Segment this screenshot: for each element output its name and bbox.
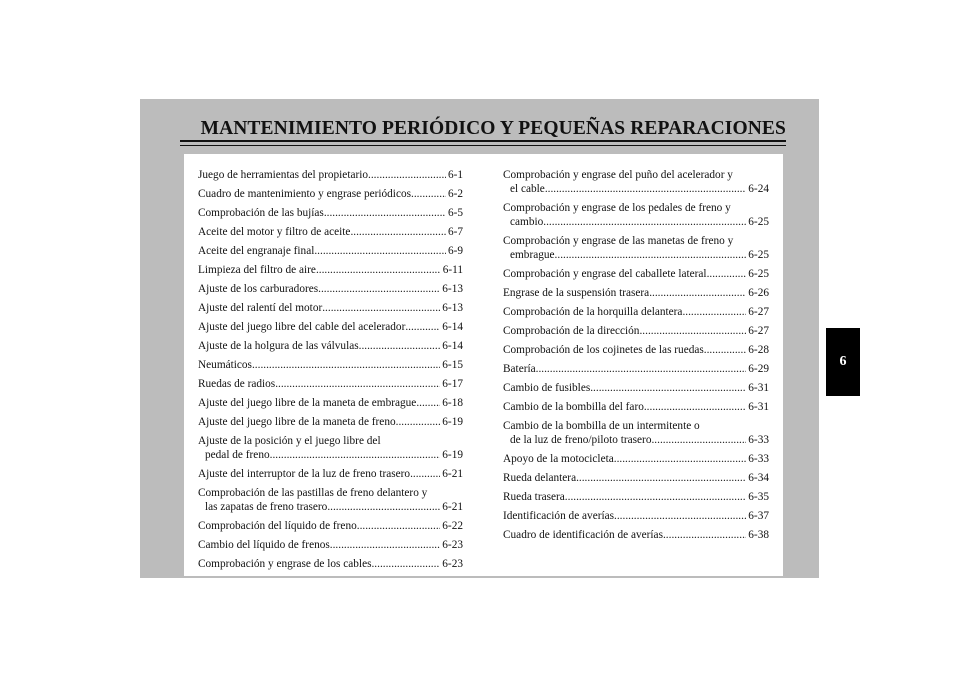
toc-entry-title: cambio [510, 216, 544, 228]
toc-page-number: 6-35 [748, 491, 769, 503]
toc-page-number: 6-38 [748, 529, 769, 541]
toc-entry-title: Comprobación y engrase del puño del acelerador y [503, 169, 733, 181]
dot-leader [545, 182, 746, 196]
toc-entry[interactable] [503, 419, 769, 447]
toc-entry-title: Engrase de la suspensión trasera [503, 287, 650, 299]
toc-page-number: 6-33 [748, 453, 769, 465]
toc-entry-title: Comprobación del líquido de freno [198, 520, 357, 532]
toc-entry[interactable] [198, 396, 463, 410]
toc-entry-title: Ajuste de la holgura de las válvulas [198, 340, 359, 352]
toc-entry-title: las zapatas de freno trasero [205, 501, 328, 513]
toc-entry[interactable] [503, 490, 769, 504]
title-rule-thin [180, 145, 786, 146]
dot-leader [252, 358, 440, 372]
toc-page-number: 6-14 [442, 321, 463, 333]
toc-page-number: 6-18 [442, 397, 463, 409]
dot-leader [350, 225, 445, 239]
toc-entry[interactable] [503, 343, 769, 357]
dot-leader [275, 377, 440, 391]
toc-entry[interactable] [503, 286, 769, 300]
toc-entry[interactable] [503, 381, 769, 395]
toc-entry-title: Cuadro de identificación de averías [503, 529, 663, 541]
toc-entry[interactable] [198, 434, 463, 462]
toc-entry[interactable] [198, 467, 463, 481]
toc-page-number: 6-25 [748, 216, 769, 228]
dot-leader [322, 301, 440, 315]
dot-leader [555, 248, 747, 262]
toc-entry[interactable] [198, 206, 463, 220]
toc-entry[interactable] [198, 225, 463, 239]
dot-leader [543, 215, 746, 229]
toc-entry-title: Comprobación y engrase de los cables [198, 558, 372, 570]
toc-page-number: 6-17 [442, 378, 463, 390]
toc-page-number: 6-25 [748, 268, 769, 280]
dot-leader [416, 396, 440, 410]
toc-entry-title: Ajuste de los carburadores [198, 283, 319, 295]
toc-entry-title: Juego de herramientas del propietario [198, 169, 369, 181]
dot-leader [359, 339, 441, 353]
dot-leader [536, 362, 747, 376]
toc-entry-title: Comprobación y engrase del caballete lateral [503, 268, 707, 280]
dot-leader [649, 286, 746, 300]
toc-entry[interactable] [503, 528, 769, 542]
toc-entry-title: Comprobación de los cojinetes de las ruedas [503, 344, 704, 356]
toc-entry-title: Ajuste de la posición y el juego libre del [198, 435, 381, 447]
toc-entry-title: Comprobación de la horquilla delantera [503, 306, 683, 318]
dot-leader [410, 467, 440, 481]
dot-leader [707, 267, 747, 281]
dot-leader [405, 320, 440, 334]
toc-page-number: 6-14 [442, 340, 463, 352]
chapter-tab[interactable]: 6 [826, 328, 860, 396]
dot-leader [357, 519, 441, 533]
toc-page-number: 6-11 [442, 264, 463, 276]
toc-entry[interactable] [198, 282, 463, 296]
toc-page-number: 6-2 [447, 188, 463, 200]
dot-leader [327, 500, 440, 514]
toc-entry-title: Cambio del líquido de frenos [198, 539, 330, 551]
toc-page-number: 6-9 [447, 245, 463, 257]
toc-entry[interactable] [503, 400, 769, 414]
toc-entry[interactable] [198, 486, 463, 514]
toc-page-number: 6-33 [748, 434, 769, 446]
toc-entry[interactable] [503, 201, 769, 229]
toc-entry[interactable] [198, 538, 463, 552]
dot-leader [330, 538, 441, 552]
toc-entry-title: Aceite del engranaje final [198, 245, 315, 257]
toc-entry-title: Ruedas de radios [198, 378, 276, 390]
toc-entry[interactable] [198, 557, 463, 571]
toc-entry-title: Comprobación de la dirección [503, 325, 640, 337]
toc-page-number: 6-22 [442, 520, 463, 532]
toc-page-number: 6-19 [442, 416, 463, 428]
toc-entry-title: Cambio de fusibles [503, 382, 591, 394]
dot-leader [565, 490, 746, 504]
dot-leader [704, 343, 747, 357]
toc-page-number: 6-25 [748, 249, 769, 261]
dot-leader [396, 415, 441, 429]
dot-leader [316, 263, 441, 277]
toc-page-number: 6-19 [442, 449, 463, 461]
toc-page-number: 6-13 [442, 283, 463, 295]
dot-leader [614, 452, 747, 466]
toc-column-left [198, 168, 463, 576]
toc-page-number: 6-37 [748, 510, 769, 522]
dot-leader [639, 324, 746, 338]
toc-page-number: 6-23 [442, 539, 463, 551]
toc-page-number: 6-29 [748, 363, 769, 375]
toc-entry-title: Batería [503, 363, 536, 375]
dot-leader [270, 448, 441, 462]
dot-leader [651, 433, 746, 447]
dot-leader [371, 557, 440, 571]
dot-leader [644, 400, 746, 414]
toc-entry[interactable] [198, 358, 463, 372]
toc-entry-title: el cable [510, 183, 545, 195]
dot-leader [576, 471, 746, 485]
toc-entry[interactable] [198, 301, 463, 315]
toc-entry-title: Ajuste del juego libre del cable del acelerador [198, 321, 406, 333]
toc-page-number: 6-21 [442, 501, 463, 513]
toc-entry-title: Ajuste del ralentí del motor [198, 302, 323, 314]
toc-entry[interactable] [503, 471, 769, 485]
toc-entry-title: de la luz de freno/piloto trasero [510, 434, 652, 446]
toc-page-number: 6-31 [748, 382, 769, 394]
toc-page-number: 6-21 [442, 468, 463, 480]
toc-entry[interactable] [198, 377, 463, 391]
toc-entry-title: Comprobación y engrase de los pedales de freno y [503, 202, 731, 214]
toc-entry[interactable] [198, 263, 463, 277]
toc-entry-title: Neumáticos [198, 359, 252, 371]
toc-page-number: 6-1 [447, 169, 463, 181]
toc-entry[interactable] [503, 324, 769, 338]
toc-entry[interactable] [198, 187, 463, 201]
toc-entry-title: Cambio de la bombilla del faro [503, 401, 644, 413]
toc-entry-title: Cambio de la bombilla de un intermitente o [503, 420, 700, 432]
toc-entry[interactable] [198, 168, 463, 182]
toc-entry[interactable] [503, 234, 769, 262]
toc-entry-title: Identificación de averías [503, 510, 615, 522]
toc-page-number: 6-27 [748, 306, 769, 318]
dot-leader [314, 244, 446, 258]
toc-page-number: 6-13 [442, 302, 463, 314]
toc-entry[interactable] [503, 267, 769, 281]
toc-entry-title: Limpieza del filtro de aire [198, 264, 316, 276]
toc-entry-title: Comprobación de las pastillas de freno delantero y [198, 487, 428, 499]
toc-entry-title: Aceite del motor y filtro de aceite [198, 226, 351, 238]
toc-page-number: 6-34 [748, 472, 769, 484]
dot-leader [663, 528, 746, 542]
dot-leader [590, 381, 746, 395]
toc-entry-title: Comprobación y engrase de las manetas de freno y [503, 235, 734, 247]
toc-entry[interactable] [198, 320, 463, 334]
toc-entry-title: Comprobación de las bujías [198, 207, 324, 219]
toc-entry[interactable] [503, 509, 769, 523]
toc-entry-title: pedal de freno [205, 449, 270, 461]
toc-entry-title: Ajuste del juego libre de la maneta de freno [198, 416, 396, 428]
toc-entry-title: Rueda trasera [503, 491, 565, 503]
dot-leader [324, 206, 446, 220]
toc-page-number: 6-7 [447, 226, 463, 238]
toc-entry-title: Rueda delantera [503, 472, 577, 484]
dot-leader [411, 187, 446, 201]
toc-entry-title: Apoyo de la motocicleta [503, 453, 614, 465]
dot-leader [318, 282, 440, 296]
page-title: MANTENIMIENTO PERIÓDICO Y PEQUEÑAS REPARACIONES [200, 118, 786, 139]
title-rule [180, 140, 786, 142]
toc-entry[interactable] [198, 339, 463, 353]
toc-entry-title: Ajuste del interruptor de la luz de freno trasero [198, 468, 411, 480]
toc-entry-title: Cuadro de mantenimiento y engrase periódicos [198, 188, 412, 200]
toc-page-number: 6-31 [748, 401, 769, 413]
toc-page-number: 6-23 [442, 558, 463, 570]
toc-page-number: 6-26 [748, 287, 769, 299]
toc-entry[interactable] [198, 244, 463, 258]
toc-entry[interactable] [503, 452, 769, 466]
toc-entry[interactable] [503, 305, 769, 319]
toc-entry[interactable] [503, 362, 769, 376]
dot-leader [682, 305, 746, 319]
toc-page-number: 6-24 [748, 183, 769, 195]
toc-page-number: 6-5 [447, 207, 463, 219]
dot-leader [614, 509, 746, 523]
toc-page-number: 6-27 [748, 325, 769, 337]
toc-entry[interactable] [198, 519, 463, 533]
toc-entry[interactable] [503, 168, 769, 196]
toc-page-number: 6-15 [442, 359, 463, 371]
toc-entry-title: embrague [510, 249, 555, 261]
dot-leader [368, 168, 446, 182]
toc-column-right [503, 168, 769, 547]
toc-entry-title: Ajuste del juego libre de la maneta de embrague [198, 397, 417, 409]
toc-page-number: 6-28 [748, 344, 769, 356]
toc-entry[interactable] [198, 415, 463, 429]
